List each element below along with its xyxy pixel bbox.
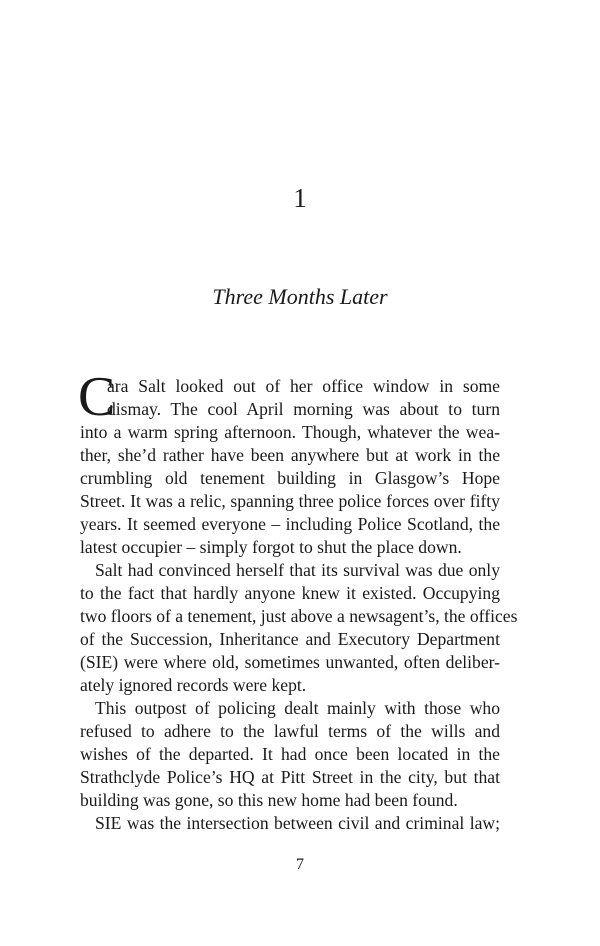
text-line: of the Succession, Inheritance and Executory Department — [80, 629, 500, 649]
text-line: (SIE) were where old, sometimes unwanted, often deliber- — [80, 652, 500, 672]
page-number: 7 — [296, 856, 304, 873]
text-line: This outpost of policing dealt mainly with those who — [95, 698, 500, 718]
drop-cap: C — [78, 366, 116, 428]
text-line: building was gone, so this new home had been found. — [80, 790, 458, 810]
text-line: into a warm spring afternoon. Though, whatever the wea- — [80, 422, 500, 442]
text-line: crumbling old tenement building in Glasgow’s Hope — [80, 468, 500, 488]
text-line: two floors of a tenement, just above a newsagent’s, the offices — [80, 606, 518, 626]
text-line: years. It seemed everyone – including Police Scotland, the — [80, 514, 500, 534]
text-line: to the fact that hardly anyone knew it existed. Occupying — [80, 583, 500, 603]
text-line: SIE was the intersection between civil and criminal law; — [95, 813, 500, 833]
text-line: ther, she’d rather have been anywhere but at work in the — [80, 445, 500, 465]
text-line: wishes of the departed. It had once been located in the — [80, 744, 500, 764]
text-line: Street. It was a relic, spanning three police forces over fifty — [80, 491, 500, 511]
text-line: latest occupier – simply forgot to shut the place down. — [80, 537, 462, 557]
text-line: refused to adhere to the lawful terms of the wills and — [80, 721, 500, 741]
chapter-number: 1 — [293, 183, 307, 213]
chapter-subtitle: Three Months Later — [212, 284, 388, 309]
text-line: dismay. The cool April morning was about to turn — [107, 399, 500, 419]
text-line: Salt had convinced herself that its survival was due only — [95, 560, 500, 580]
text-line: Strathclyde Police’s HQ at Pitt Street in the city, but that — [80, 767, 500, 787]
body-text — [78, 366, 518, 835]
text-line: ately ignored records were kept. — [80, 675, 307, 695]
text-line: ara Salt looked out of her office window in some — [107, 376, 500, 396]
